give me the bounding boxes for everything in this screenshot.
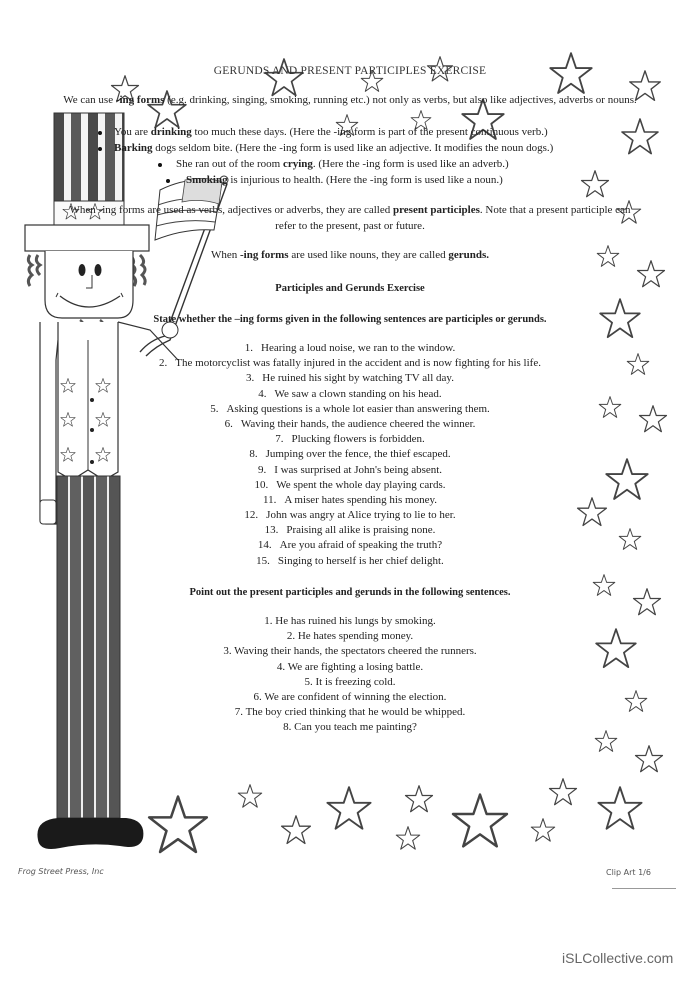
example-item: You are drinking too much these days. (Here the -ing form is part of the present continuous verb.) (114, 126, 548, 138)
exercise2-item: 2. He hates spending money. (286, 630, 414, 643)
exercise1-item: 14. Are you afraid of speaking the truth? (257, 539, 443, 552)
bullet-icon (98, 131, 102, 135)
clipart-credit-right: Clip Art 1/6 (606, 868, 651, 877)
exercise2-instruction: Point out the present participles and gerunds in the following sentences. (189, 587, 511, 598)
bullet-icon (158, 163, 162, 167)
exercise2-item: 1. He has ruined his lungs by smoking. (264, 615, 436, 627)
exercise2-item: 3. Waving their hands, the spectators cheered the runners. (223, 645, 477, 658)
example-item: Barking dogs seldom bite. (Here the -ing form is used like an adjective. It modifies the noun dogs.) (114, 142, 554, 154)
exercise-heading: Participles and Gerunds Exercise (275, 283, 425, 294)
worksheet-title: GERUNDS AND PRESENT PARTICIPLES EXERCISE (213, 65, 487, 77)
exercise1-item: 12. John was angry at Alice trying to lie to her. (244, 509, 456, 522)
exercise2-item: 5. It is freezing cold. (304, 675, 396, 688)
bullet-icon (166, 179, 170, 183)
exercise1-item: 8. Jumping over the fence, the thief escaped. (249, 448, 451, 461)
footer-divider (612, 888, 676, 889)
exercise1-item: 15. Singing to herself is her chief delight. (256, 554, 444, 567)
exercise2-item: 4. We are fighting a losing battle. (276, 660, 424, 673)
exercise1-list (0, 341, 700, 569)
exercise2-list (0, 614, 700, 736)
example-item: She ran out of the room crying. (Here the -ing form is used like an adverb.) (176, 158, 509, 170)
bullet-icon (98, 147, 102, 151)
intro-text-cont: (e.g. drinking, singing, smoking, running etc.) not only as verbs, but also like adjectives, adverbs or nouns. (164, 94, 637, 106)
exercise2-item: 6. We are confident of winning the election. (253, 690, 447, 703)
exercise1-item: 13. Praising all alike is praising none. (264, 524, 436, 537)
intro-bold-term: -ing forms (115, 94, 165, 106)
exercise1-item: 2. The motorcyclist was fatally injured in the accident and is now fighting for his life. (159, 357, 541, 370)
exercise2-item: 7. The boy cried thinking that he would be whipped. (234, 706, 466, 719)
intro-text: We can use (63, 94, 116, 106)
gerund-note: When -ing forms are used like nouns, they are called gerunds. (211, 249, 489, 261)
exercise1-item: 1. Hearing a loud noise, we ran to the window. (244, 342, 456, 354)
exercise2-item: 8. Can you teach me painting? (283, 721, 417, 734)
exercise1-item: 10. We spent the whole day playing cards. (254, 478, 446, 491)
exercise1-item: 6. Waving their hands, the audience cheered the winner. (224, 417, 476, 430)
exercise1-instruction: State whether the –ing forms given in the following sentences are participles or gerunds. (153, 314, 547, 325)
clipart-credit-left: Frog Street Press, Inc (18, 867, 104, 876)
exercise1-item: 4. We saw a clown standing on his head. (258, 387, 442, 400)
exercise1-item: 7. Plucking flowers is forbidden. (275, 433, 425, 446)
examples-list (0, 0, 700, 200)
exercise1-item: 3. He ruined his sight by watching TV all day. (246, 372, 454, 385)
participle-note-line2: refer to the present, past or future. (275, 220, 425, 232)
site-watermark: iSLCollective.com (562, 950, 674, 966)
exercise1-item: 9. I was surprised at John's being absent. (257, 463, 443, 476)
example-item: Smoking is injurious to health. (Here the -ing form is used like a noun.) (186, 174, 503, 186)
exercise1-item: 5. Asking questions is a whole lot easier than answering them. (210, 402, 490, 415)
exercise1-item: 11. A miser hates spending his money. (262, 493, 437, 506)
participle-note: When -ing forms are used as verbs, adjectives or adverbs, they are called present participles. Note that a present participle can (69, 204, 631, 216)
